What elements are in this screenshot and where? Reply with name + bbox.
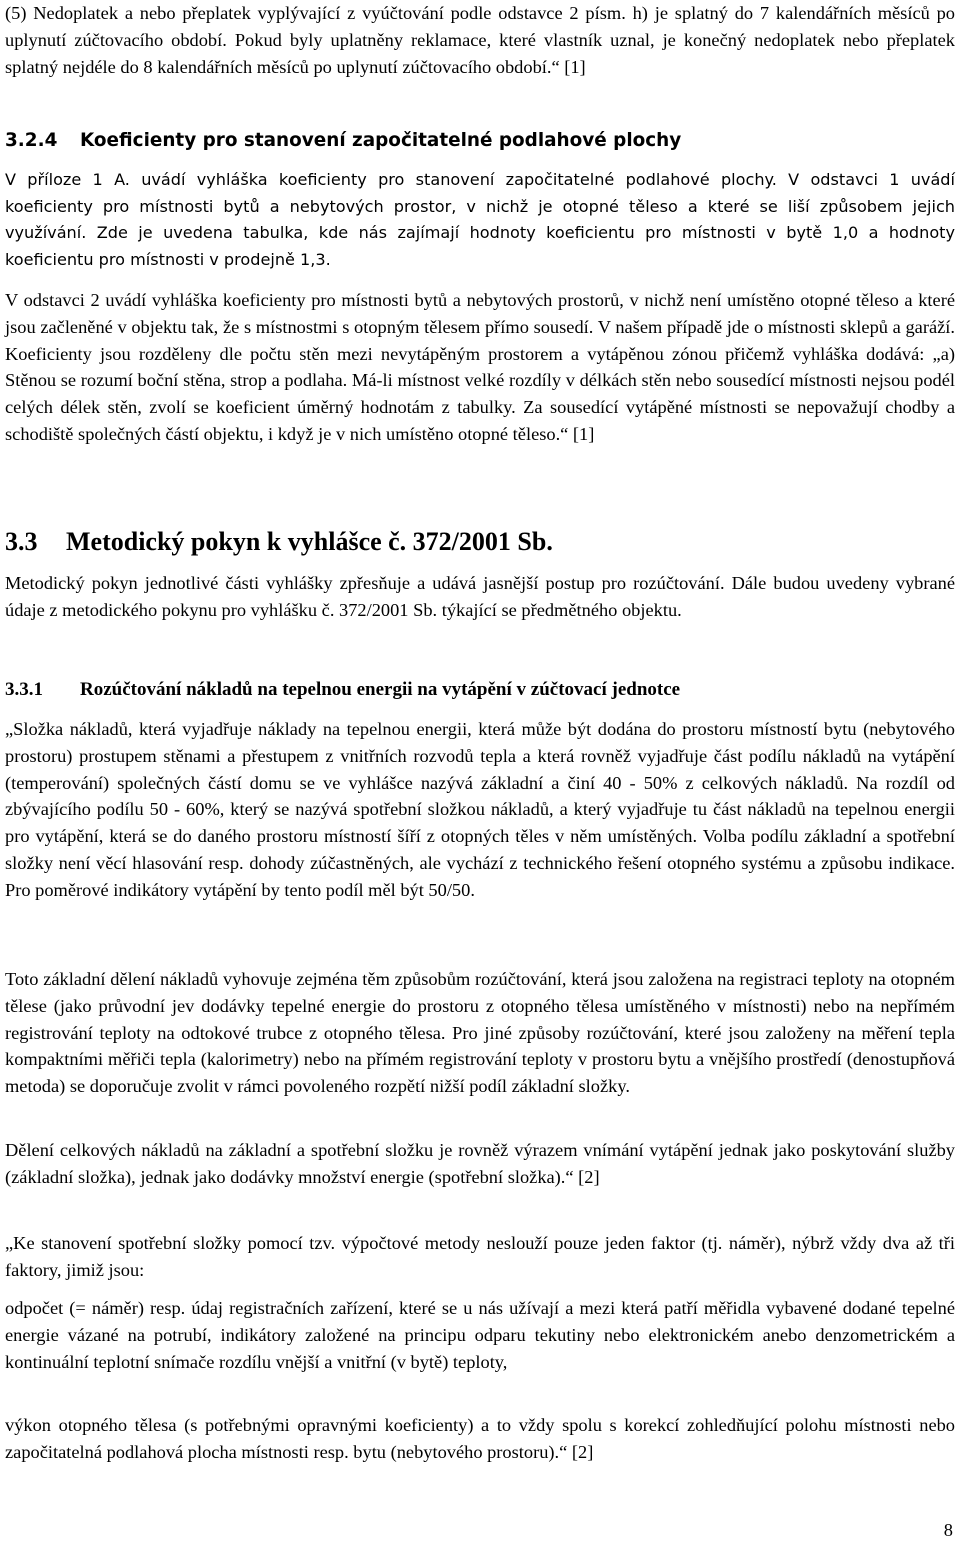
section-331-number: 3.3.1 [5,679,43,700]
section-331-p2-block [5,966,955,1100]
section-331-paragraph-1: „Složka nákladů, která vyjadřuje náklady na tepelnou energii, která může být dodána do prostoru místností bytu (nebytového prostoru) prostupem stěnami a přestupem z vnitřních rozvodů tepla a která rovněž vyjadřuje část podílu nákladů na vytápění (temperování) společných částí domu se ve vyhlášce nazývá základní a činí 40 - 50% z celkových nákladů. Na rozdíl od zbývajícího podílu 50 - 60%, který se nazývá spotřební složkou nákladů, a který vyjadřuje tu část nákladů na tepelnou energii pro vytápění, která se do daného prostoru místností šíří z otopných těles v něm umístěných. Volba podílu základní a spotřební složky není věcí hlasování resp. dohody zúčastněných, ale vychází z technického řešení otopného systému a způsobu indikace. Pro poměrové indikátory vytápění by tento podíl měl být 50/50. [5,719,955,900]
section-331-p6-block [5,1412,955,1466]
section-324-p1-block [5,167,955,273]
section-33-number: 3.3 [5,527,38,556]
section-331-p1-block [5,716,955,904]
section-324-title: Koeficienty pro stanovení započitatelné podlahové plochy [80,130,682,151]
section-33-paragraph-1: Metodický pokyn jednotlivé části vyhlášky zpřesňuje a udává jasnější postup pro rozúčtování. Dále budou uvedeny vybrané údaje z metodického pokynu pro vyhlášku č. 372/2001 Sb. týkající se předmětného objektu. [5,573,955,620]
section-324-p2-block [5,287,955,448]
section-33-p1-block [5,570,955,624]
page-number: 8 [943,1520,953,1540]
section-33-title: Metodický pokyn k vyhlášce č. 372/2001 Sb. [66,527,553,556]
intro-paragraph: (5) Nedoplatek a nebo přeplatek vyplývající z vyúčtování podle odstavce 2 písm. h) je splatný do 7 kalendářních měsíců po uplynutí zúčtovacího období. Pokud byly uplatněny reklamace, které vlastník uznal, je konečný nedoplatek nebo přeplatek splatný nejdéle do 8 kalendářních měsíců po uplynutí zúčtovacího období.“ [1] [5,3,955,77]
section-324-heading-block [5,128,955,154]
section-331-heading [5,677,955,703]
section-33-heading-block [5,526,955,558]
section-331-p5-block [5,1295,955,1375]
section-331-p3-block [5,1137,955,1191]
section-324-paragraph-1: V příloze 1 A. uvádí vyhláška koeficienty pro stanovení započitatelné podlahové plochy. V odstavci 1 uvádí koeficienty pro místnosti bytů a nebytových prostor, v nichž je otopné těleso a které se liší způsobem jejich využívání. Zde je uvedena tabulka, kde nás zajímají hodnoty koeficientu pro místnosti v bytě 1,0 a hodnoty koeficientu pro místnosti v prodejně 1,3. [5,170,955,269]
section-33-heading [5,526,955,558]
section-324-paragraph-2: V odstavci 2 uvádí vyhláška koeficienty pro místnosti bytů a nebytových prostorů, v nichž není umístěno otopné těleso a které jsou začleněné v objektu tak, že s místnostmi s otopným tělesem přímo sousedí. V našem případě jde o místnosti sklepů a garáží. Koeficienty jsou rozděleny dle počtu stěn mezi nevytápěným prostorem a vytápěnou zónou přičemž vyhláška dodává: „a) Stěnou se rozumí boční stěna, strop a podlaha. Má-li místnost velké rozdíly v délkách stěn nebo sousedící místnosti nejsou podél celých délek stěn, zvolí se koeficient úměrný hodnotám z tabulky. Za sousedící vytápěné místnosti se nepovažují chodby a schodiště společných částí objektu, i když je v nich umístěno otopné těleso.“ [1] [5,290,955,444]
section-331-paragraph-5: odpočet (= náměr) resp. údaj registračních zařízení, které se u nás užívají a mezi která patří měřidla vybavené dodané tepelné energie vázané na potrubí, indikátory založené na principu odparu tekutiny nebo elektronickém anebo denzometrickém a kontinuální teplotní snímače rozdílu vnější a vnitřní (v bytě) teploty, [5,1298,955,1372]
section-324-heading [5,128,955,154]
section-331-paragraph-2: Toto základní dělení nákladů vyhovuje zejména těm způsobům rozúčtování, která jsou založena na registraci teploty na otopném tělese (jako průvodní jev dodávky tepelné energie do prostoru z otopného tělesa umístěného v místnosti) nebo na nepřímém registrování teploty na odtokové trubce z otopného tělesa. Pro jiné způsoby rozúčtování, které jsou založeny na měření tepla kompaktními měřiči tepla (kalorimetry) nebo na přímém registrování teploty v prostoru bytu a vnějšího prostředí (denostupňová metoda) se doporučuje zvolit v rámci povoleného rozpětí nižší podíl základní složky. [5,969,955,1097]
section-324-number: 3.2.4 [5,130,58,151]
section-331-paragraph-3: Dělení celkových nákladů na základní a spotřební složku je rovněž výrazem vnímání vytápění jednak jako poskytování služby (základní složka), jednak jako dodávky množství energie (spotřební složka).“ [2] [5,1140,955,1187]
section-331-heading-block [5,677,955,703]
intro-paragraph-block [5,0,955,80]
section-331-paragraph-6: výkon otopného tělesa (s potřebnými opravnými koeficienty) a to vždy spolu s korekcí zohledňující polohu místnosti nebo započitatelná podlahová plocha místnosti resp. bytu (nebytového prostoru).“ [2] [5,1415,955,1462]
section-331-title: Rozúčtování nákladů na tepelnou energii na vytápění v zúčtovací jednotce [80,679,681,700]
section-331-p4-block [5,1230,955,1284]
section-331-paragraph-4: „Ke stanovení spotřební složky pomocí tzv. výpočtové metody neslouží pouze jeden faktor (tj. náměr), nýbrž vždy dva až tři faktory, jimiž jsou: [5,1233,955,1280]
